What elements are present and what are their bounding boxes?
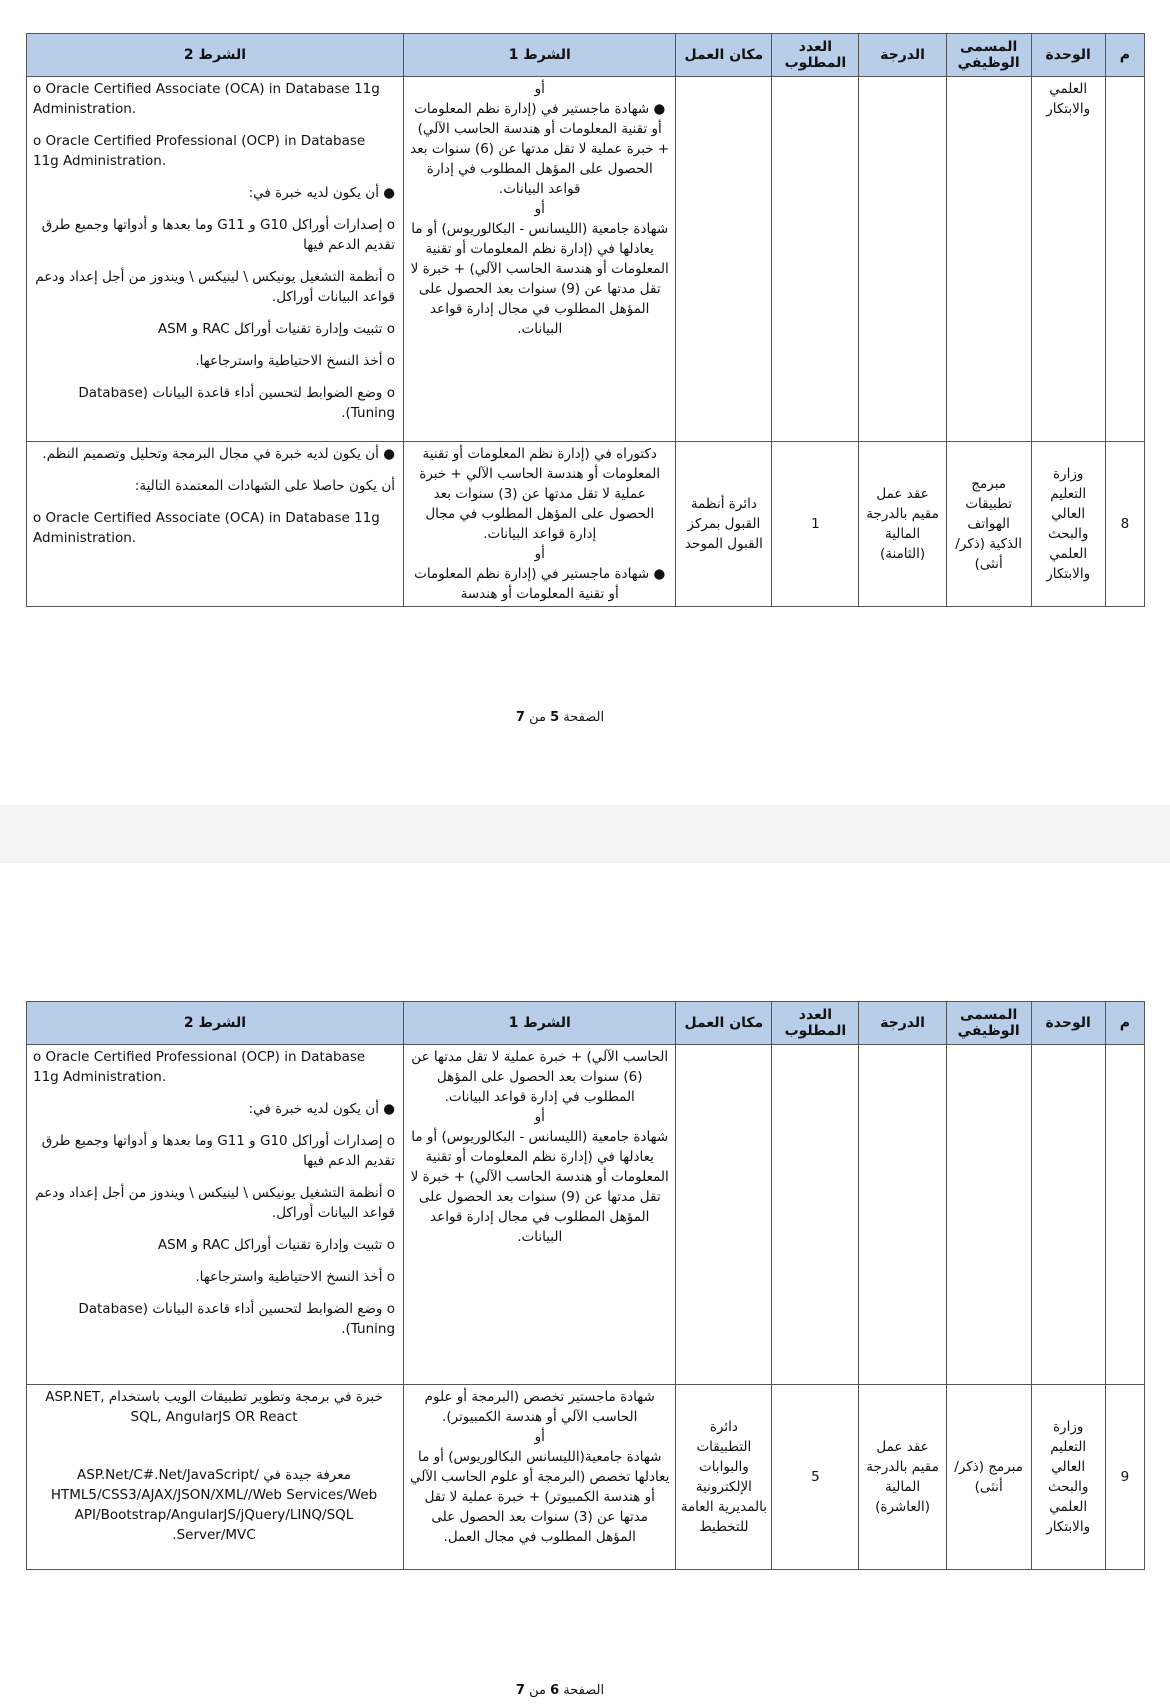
cert-item: o Oracle Certified Associate (OCA) in Database 11g Administration. [33, 81, 380, 117]
grade-cell [859, 77, 946, 442]
m-cell [1105, 77, 1144, 442]
cond1-text: الحاسب الآلي) + خبرة عملية لا تقل مدتها عن (6) سنوات بعد الحصول على المؤهل المطلوب في إدارة قواعد البيانات. [411, 1049, 669, 1105]
unit-cell: وزارة التعليم العالي والبحث العلمي والابتكار [1031, 442, 1105, 607]
experience-item: o تثبيت وإدارة تقنيات أوراكل RAC و ASM [157, 1237, 396, 1253]
header-cond2: الشرط 2 [27, 1002, 404, 1045]
unit-cell: وزارة التعليم العالي والبحث العلمي والابتكار [1031, 1385, 1105, 1570]
header-workplace: مكان العمل [676, 34, 772, 77]
experience-item: o أخذ النسخ الاحتياطية واسترجاعها. [195, 353, 396, 369]
cond2-cell [27, 1045, 404, 1385]
experience-item: o تثبيت وإدارة تقنيات أوراكل RAC و ASM [157, 321, 396, 337]
experience-heading: ● أن يكون لديه خبرة في: [248, 185, 396, 201]
cert-item: o Oracle Certified Associate (OCA) in Database 11g Administration. [33, 510, 380, 546]
page-total: 7 [515, 710, 525, 725]
cond1-text: أو [534, 546, 545, 562]
jobs-table [26, 1001, 1145, 1570]
header-cond2: الشرط 2 [27, 34, 404, 77]
header-grade: الدرجة [859, 1002, 946, 1045]
cert-item: o Oracle Certified Professional (OCP) in Database 11g Administration. [33, 133, 366, 169]
experience-item: o أنظمة التشغيل يونيكس \ لينيكس \ ويندوز من أجل إعداد ودعم قواعد البيانات أوراكل. [35, 269, 396, 305]
cond1-text: شهادة جامعية(الليسانس البكالوريوس) أو ما يعادلها تخصص (البرمجة أو علوم الحاسب الآلي أو هندسة الكمبيوتر) + خبرة عملية لا تقل مدتها عن (3) سنوات بعد الحصول على المؤهل المطلوب في مجال العمل. [410, 1449, 670, 1545]
cond1-text: دكتوراه في (إدارة نظم المعلومات أو تقنية المعلومات أو هندسة الحاسب الآلي + خبرة عملية لا تقل مدتها عن (3) سنوات بعد الحصول على المؤهل المطلوب في مجال إدارة قواعد البيانات. [419, 446, 661, 542]
cond1-text: ● شهادة ماجستير في (إدارة نظم المعلومات أو تقنية المعلومات أو هندسة الحاسب الآلي) + خبرة عملية لا تقل مدتها عن (6) سنوات بعد الحصول على المؤهل المطلوب في إدارة قواعد البيانات. [410, 101, 670, 197]
experience-item: o وضع الضوابط لتحسين أداء قاعدة البيانات (Database Tuning). [78, 1301, 396, 1337]
table-header-row [27, 34, 1145, 77]
cond1-text: أو [534, 201, 545, 217]
header-count: العدد المطلوب [772, 34, 859, 77]
experience-item: o إصدارات أوراكل G10 و G11 وما بعدها و أدواتها وجميع طرق تقديم الدعم فيها [41, 1133, 396, 1169]
grade-cell [859, 1045, 946, 1385]
page-footer [0, 1683, 1120, 1698]
header-job-title: المسمى الوظيفي [946, 34, 1031, 77]
cond1-cell [404, 77, 676, 442]
cond2-cell [27, 442, 404, 607]
cond1-cell [404, 1045, 676, 1385]
page-footer [0, 710, 1120, 725]
experience-item: o وضع الضوابط لتحسين أداء قاعدة البيانات (Database Tuning). [78, 385, 396, 421]
document-page-5 [0, 0, 1170, 805]
workplace-cell: دائرة التطبيقات والبوابات الإلكترونية بالمديرية العامة للتخطيط [676, 1385, 772, 1570]
cond2-cell [27, 77, 404, 442]
table-row [27, 442, 1145, 607]
experience-item: o أخذ النسخ الاحتياطية واسترجاعها. [195, 1269, 396, 1285]
job-title-cell [946, 77, 1031, 442]
workplace-cell: دائرة أنظمة القبول بمركز القبول الموحد [676, 442, 772, 607]
page-label: الصفحة [563, 710, 605, 725]
page-separator [0, 805, 1170, 863]
skill-item: معرفة جيدة في ASP.Net/C#.Net/JavaScript/ HTML5/CSS3/AJAX/JSON/XML//Web Services/Web API/Bootstrap/AngularJS/jQuery/LINQ/SQL Server/MVC. [50, 1467, 378, 1543]
cond1-text: شهادة ماجستير تخصص (البرمجة أو علوم الحاسب الآلي أو هندسة الكمبيوتر). [424, 1389, 655, 1425]
page-current: 6 [550, 1683, 560, 1698]
count-cell [772, 77, 859, 442]
experience-heading: ● أن يكون لديه خبرة في: [248, 1101, 396, 1117]
page-sep: من [529, 710, 546, 725]
experience-heading: ● أن يكون لديه خبرة في مجال البرمجة وتحليل وتصميم النظم. [42, 446, 396, 462]
page-current: 5 [550, 710, 560, 725]
header-cond1: الشرط 1 [404, 34, 676, 77]
header-unit: الوحدة [1031, 1002, 1105, 1045]
count-cell: 1 [772, 442, 859, 607]
page-total: 7 [515, 1683, 525, 1698]
header-grade: الدرجة [859, 34, 946, 77]
cond1-cell [404, 1385, 676, 1570]
workplace-cell [676, 77, 772, 442]
experience-item: o إصدارات أوراكل G10 و G11 وما بعدها و أدواتها وجميع طرق تقديم الدعم فيها [41, 217, 396, 253]
count-cell: 5 [772, 1385, 859, 1570]
grade-cell: عقد عمل مقيم بالدرجة المالية (العاشرة) [859, 1385, 946, 1570]
header-workplace: مكان العمل [676, 1002, 772, 1045]
experience-item: o أنظمة التشغيل يونيكس \ لينيكس \ ويندوز من أجل إعداد ودعم قواعد البيانات أوراكل. [35, 1185, 396, 1221]
cond1-text: ● شهادة ماجستير في (إدارة نظم المعلومات أو تقنية المعلومات أو هندسة [414, 566, 666, 602]
document-page-6 [0, 863, 1170, 1708]
header-job-title: المسمى الوظيفي [946, 1002, 1031, 1045]
header-unit: الوحدة [1031, 34, 1105, 77]
header-count: العدد المطلوب [772, 1002, 859, 1045]
header-cond1: الشرط 1 [404, 1002, 676, 1045]
m-cell: 9 [1105, 1385, 1144, 1570]
page-sep: من [529, 1683, 546, 1698]
unit-cell: العلمي والابتكار [1031, 77, 1105, 442]
job-title-cell: مبرمج تطبيقات الهواتف الذكية (ذكر/ أنثى) [946, 442, 1031, 607]
job-title-cell [946, 1045, 1031, 1385]
table-row [27, 77, 1145, 442]
cond1-text: أو [534, 81, 545, 97]
cond1-text: شهادة جامعية (الليسانس - البكالوريوس) أو ما يعادلها في (إدارة نظم المعلومات أو تقنية المعلومات أو هندسة الحاسب الآلي) + خبرة لا تقل مدتها عن (9) سنوات بعد الحصول على المؤهل المطلوب في مجال إدارة قواعد البيانات. [410, 221, 669, 337]
table-row [27, 1385, 1145, 1570]
header-m: م [1105, 34, 1144, 77]
cond1-cell [404, 442, 676, 607]
table-row [27, 1045, 1145, 1385]
jobs-table [26, 33, 1145, 607]
skill-item: خبرة في برمجة وتطوير تطبيقات الويب باستخدام ASP.NET, SQL, AngularJS OR React [45, 1389, 383, 1425]
cond1-text: أو [534, 1109, 545, 1125]
cond2-cell [27, 1385, 404, 1570]
m-cell [1105, 1045, 1144, 1385]
unit-cell [1031, 1045, 1105, 1385]
cond1-text: شهادة جامعية (الليسانس - البكالوريوس) أو ما يعادلها في (إدارة نظم المعلومات أو تقنية المعلومات أو هندسة الحاسب الآلي) + خبرة لا تقل مدتها عن (9) سنوات بعد الحصول على المؤهل المطلوب في مجال إدارة قواعد البيانات. [410, 1129, 669, 1245]
page-label: الصفحة [563, 1683, 605, 1698]
table-header-row [27, 1002, 1145, 1045]
workplace-cell [676, 1045, 772, 1385]
m-cell: 8 [1105, 442, 1144, 607]
header-m: م [1105, 1002, 1144, 1045]
count-cell [772, 1045, 859, 1385]
grade-cell: عقد عمل مقيم بالدرجة المالية (الثامنة) [859, 442, 946, 607]
cert-heading: أن يكون حاصلا على الشهادات المعتمدة التالية: [134, 478, 396, 494]
job-title-cell: مبرمج (ذكر/ أنثى) [946, 1385, 1031, 1570]
cert-item: o Oracle Certified Professional (OCP) in Database 11g Administration. [33, 1049, 366, 1085]
cond1-text: أو [534, 1429, 545, 1445]
